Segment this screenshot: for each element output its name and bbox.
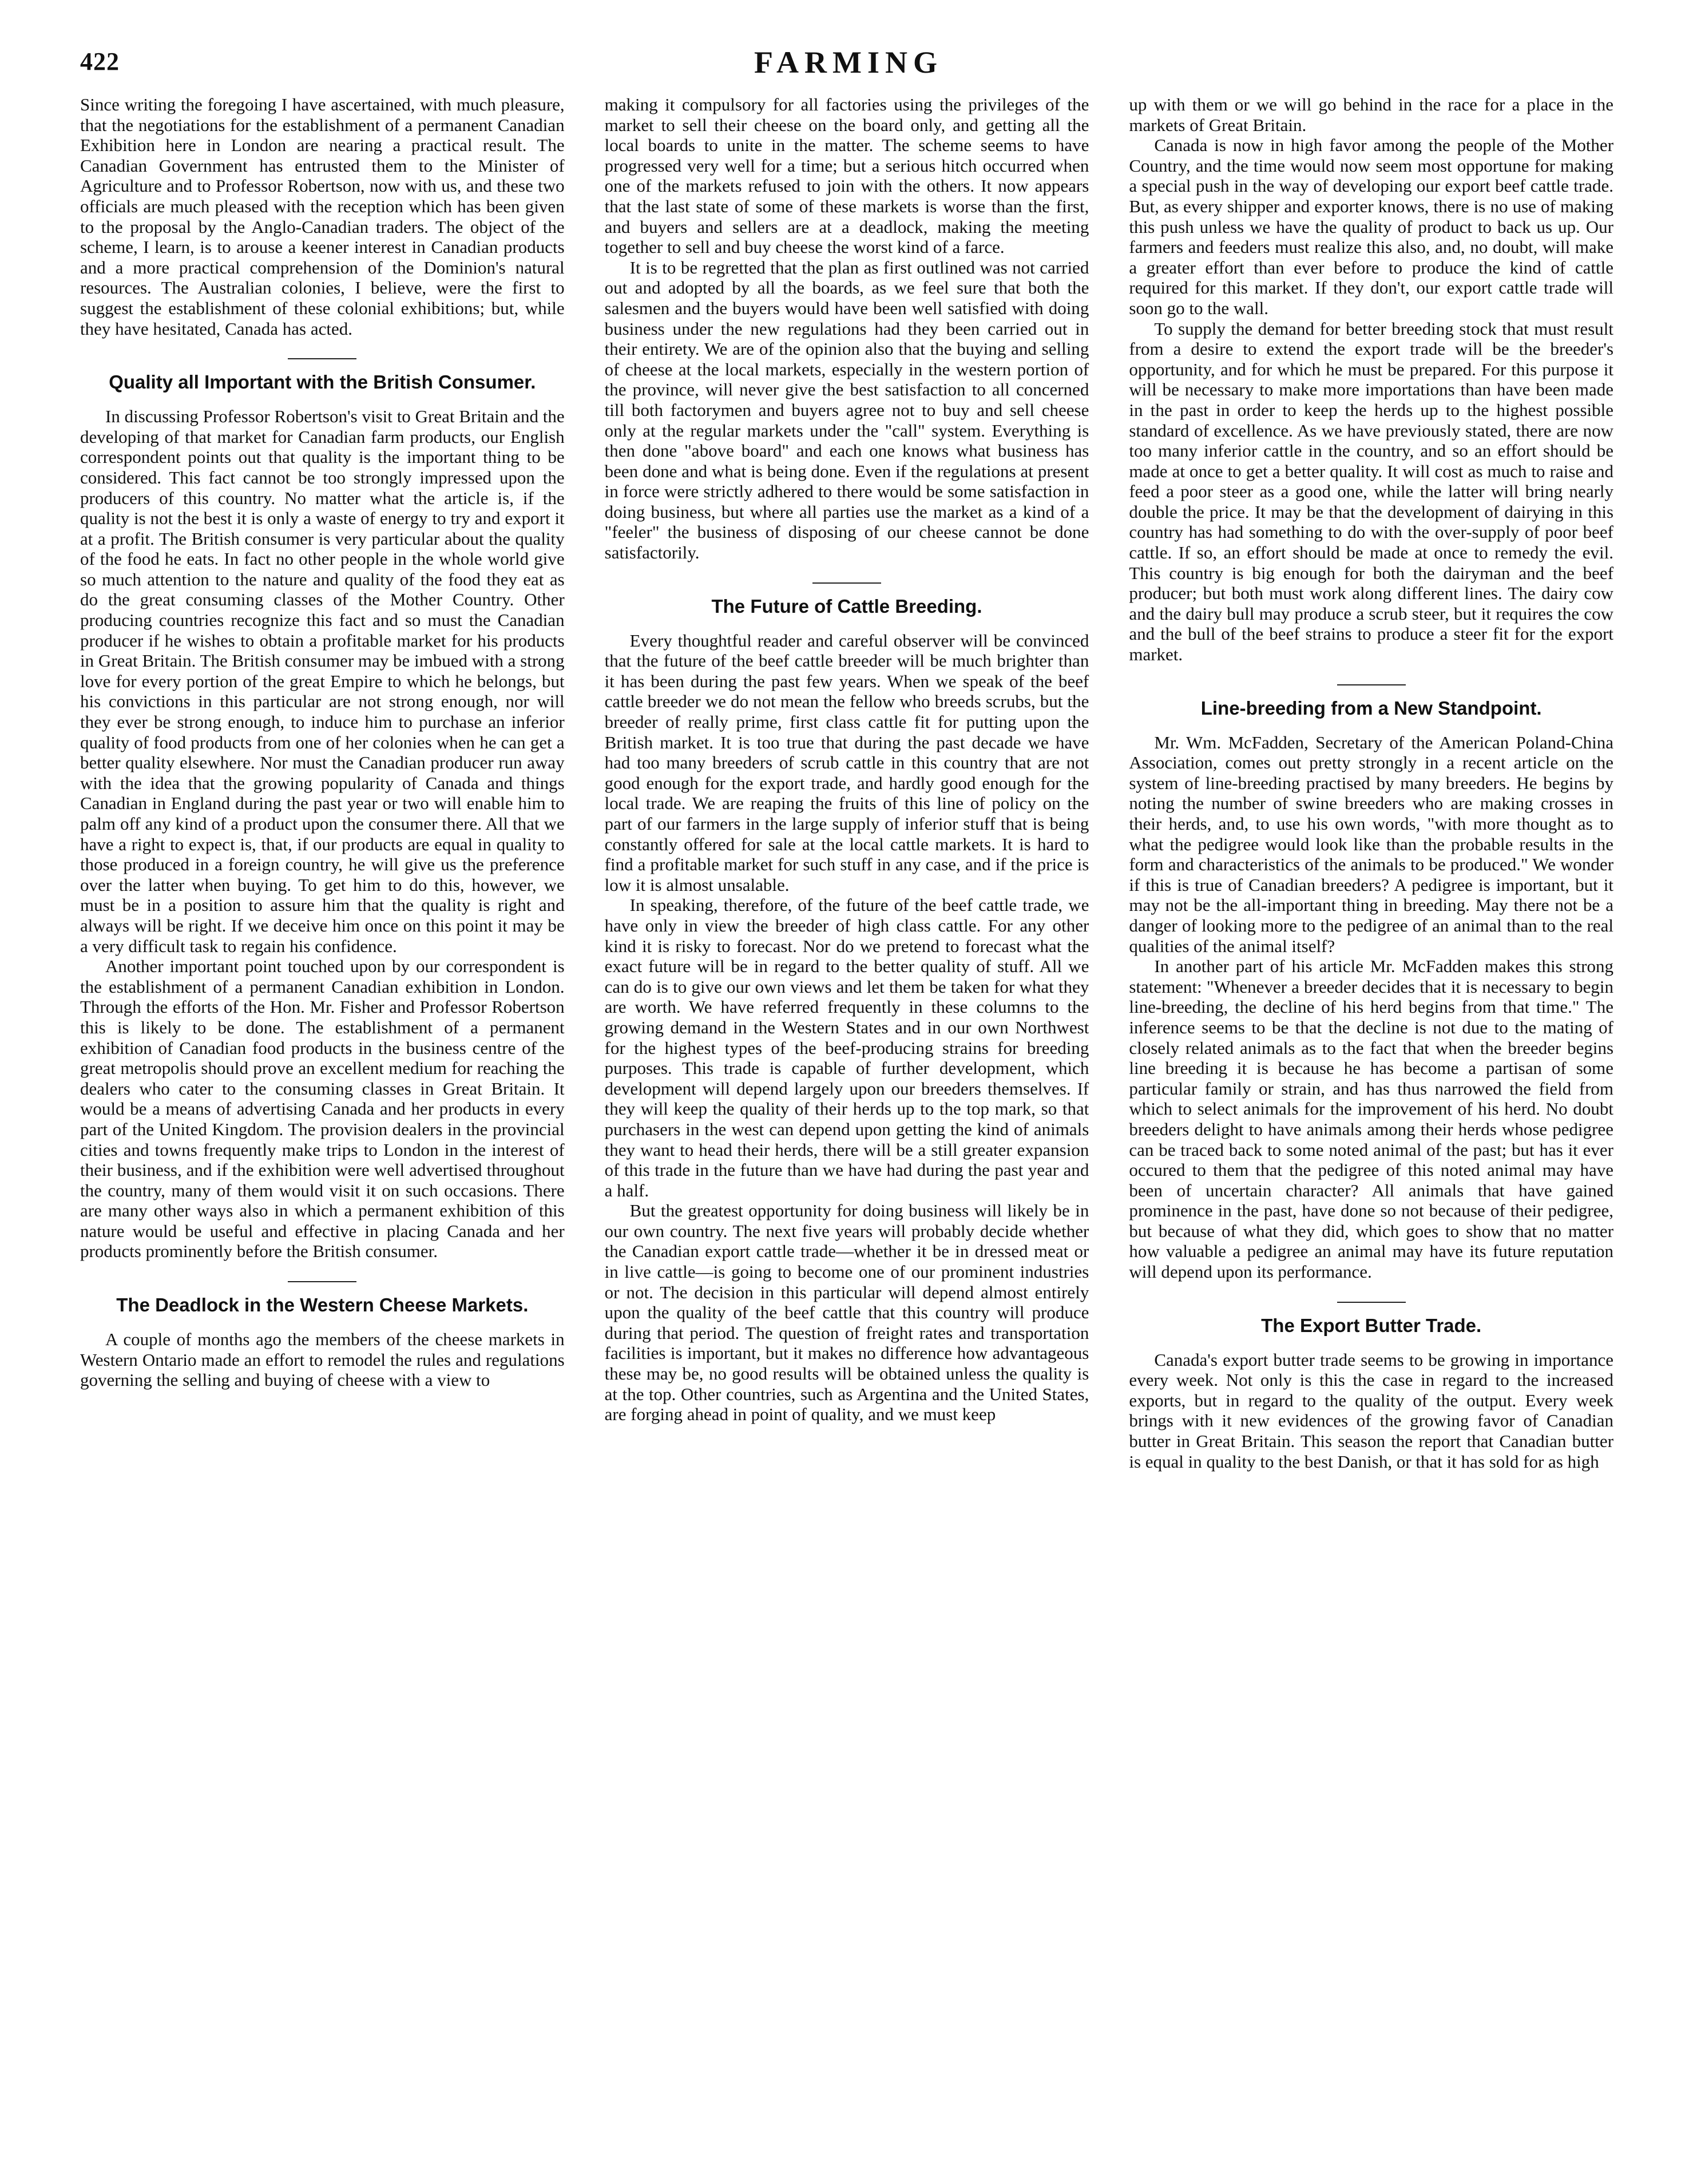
- body-paragraph: A couple of months ago the members of the cheese markets in Western Ontario made an effort to remodel the rules and regulations governing the selling and buying of cheese with a view to: [80, 1329, 565, 1390]
- article-headline: The Deadlock in the Western Cheese Markets.: [116, 1294, 529, 1316]
- section-divider: [812, 582, 881, 584]
- article-headline: Quality all Important with the British Consumer.: [109, 371, 536, 393]
- section-divider: [1337, 1302, 1406, 1303]
- body-paragraph: Mr. Wm. McFadden, Secretary of the American Poland-China Association, comes out pretty strongly in a recent article on the system of line-breeding practised by many breeders. He begins by noting the number of swine breeders who are making crosses in their herds, and, to use his own words, "with more thought as to what the pedigree would look like than the probable results in the form and characteristics of the animals to be produced." We wonder if this is true of Canadian breeders? A pedigree is important, but it may not be the all-important thing in breeding. May there not be a danger of looking more to the pedigree of an animal than to the real qualities of the animal itself?: [1129, 732, 1614, 956]
- column-middle: [605, 94, 1089, 2149]
- column-left: [80, 94, 565, 2149]
- body-paragraph: Every thoughtful reader and careful observer will be convinced that the future of the beef cattle breeder will be much brighter than it has been during the past few years. When we speak of the beef cattle breeder we do not mean the fellow who breeds scrubs, but the breeder of really prime, first class cattle fit for putting upon the British market. It is too true that during the past decade we have had too many breeders of scrub cattle in this country that are not good enough for the export trade, and hardly good enough for the local trade. We are reaping the fruits of this line of policy on the part of our farmers in the large supply of inferior stuff that is being constantly offered for sale at the local cattle markets. It is hard to find a profitable market for such stuff in any case, and if the price is low it is almost unsalable.: [604, 630, 1089, 895]
- body-paragraph: To supply the demand for better breeding stock that must result from a desire to extend the export trade will be the breeder's opportunity, and for which he must be prepared. For this purpose it will be necessary to make more importations than have been made in the past in order to keep the herds up to the highest possible standard of excellence. As we have previously stated, there are now too many inferior cattle in the country, and so an effort should be made at once to get a better quality. It will cost as much to raise and feed a poor steer as a good one, while the latter will bring nearly double the price. It may be that the development of dairying in this country has had something to do with the over-supply of poor beef cattle. If so, an effort should be made at once to remedy the evil. This country is big enough for both the dairyman and the beef producer; but both must work along different lines. The dairy cow and the dairy bull may produce a scrub steer, but it requires the cow and the bull of the beef strains to produce a steer fit for the export market.: [1129, 318, 1614, 665]
- article-headline: The Export Butter Trade.: [1261, 1314, 1482, 1336]
- body-paragraph: In discussing Professor Robertson's visit to Great Britain and the developing of that market for Canadian farm products, our English correspondent points out that quality is the important thing to be considered. This fact cannot be too strongly impressed upon the producers of this country. No matter what the article is, if the quality is not the best it is only a waste of energy to try and export it at a profit. The British consumer is very particular about the quality of the food he eats. In fact no other people in the whole world give so much attention to the nature and quality of the food they eat as do the great consuming classes of the Mother Country. Other producing countries recognize this fact and so must the Canadian producer if he wishes to obtain a profitable market for his products in Great Britain. The British consumer may be imbued with a strong love for every portion of the great Empire to which he belongs, but his convictions in this particular are not strong enough, nor will they ever be strong enough, to induce him to purchase an inferior quality of food products from one of her colonies when he can get a better quality elsewhere. Nor must the Canadian producer run away with the idea that the growing popularity of Canada and things Canadian in England during the past year or two will enable him to palm off any kind of a product upon the consumer there. All that we have a right to expect is, that, if our products are equal in quality to those produced in a foreign country, he will give us the preference over the latter when buying. To get him to do this, however, we must be in a position to assure him that the quality is right and always will be right. If we deceive him once on this point it may be a very difficult task to regain his confidence.: [80, 406, 565, 956]
- body-paragraph: In speaking, therefore, of the future of the beef cattle trade, we have only in view the breeder of high class cattle. For any other kind it is risky to forecast. Nor do we pretend to forecast what the exact future will be in regard to the better quality of stuff. All we can do is to give our own views and let them be taken for what they are worth. We have referred frequently in these columns to the growing demand in the Western States and in our own Northwest for the highest types of the beef-producing strains for breeding purposes. This trade is capable of further development, which development will depend largely upon our breeders themselves. If they will keep the quality of their herds up to the top mark, so that purchasers in the west can depend upon getting the kind of animals they want to head their herds, there will be a still greater expansion of this trade in the future than we have had during the past year and a half.: [604, 895, 1089, 1200]
- body-paragraph: In another part of his article Mr. McFadden makes this strong statement: "Whenever a breeder decides that it is necessary to begin line-breeding, the decline of his herd begins from that time." The inference seems to be that the decline is not due to the mating of closely related animals as to the fact that when the breeder begins line breeding it is because he has become a partisan of some particular family or strain, and has thus narrowed the field from which to select animals for the improvement of his herd. No doubt breeders delight to have animals among their herds whose pedigree can be traced back to some noted animal of the past; but has it ever occured to them that the pedigree of this noted animal may have been of uncertain character? All animals that have gained prominence in the past, have done so not because of their pedigree, but because of what they did, which goes to show that no matter how valuable a pedigree an animal may have its future reputation will depend upon its performance.: [1129, 956, 1614, 1282]
- body-paragraph: Canada is now in high favor among the people of the Mother Country, and the time would now seem most opportune for making a special push in the way of developing our export beef cattle trade. But, as every shipper and exporter knows, there is no use of making this push unless we have the quality of product to back us up. Our farmers and feeders must realize this also, and, no doubt, will make a greater effort than ever before to produce the kind of cattle required for this market. If they don't, our export cattle trade will soon go to the wall.: [1129, 135, 1614, 318]
- article-headline: The Future of Cattle Breeding.: [711, 595, 982, 617]
- section-divider: [288, 358, 356, 359]
- body-paragraph: Since writing the foregoing I have ascertained, with much pleasure, that the negotiations for the establishment of a permanent Canadian Exhibition here in London are nearing a practical result. The Canadian Government has entrusted them to the Minister of Agriculture and to Professor Robertson, now with us, and these two officials are much pleased with the reception which has been given to the proposal by the Anglo-Canadian traders. The object of the scheme, I learn, is to arouse a keener interest in Canadian products and a more practical comprehension of the Dominion's natural resources. The Australian colonies, I believe, were the first to suggest the establishment of these colonial exhibitions; but, while they have hesitated, Canada has acted.: [80, 94, 565, 339]
- body-paragraph: But the greatest opportunity for doing business will likely be in our own country. The next five years will probably decide whether the Canadian export cattle trade—whether it be in dressed meat or in live cattle—is going to become one of our prominent industries or not. The decision in this particular will depend almost entirely upon the quality of the beef cattle that this country will produce during that period. The question of freight rates and transportation facilities is important, but it makes no difference how advantageous these may be, no good results will be obtained unless the quality is at the top. Other countries, such as Argentina and the United States, are forging ahead in point of quality, and we must keep: [604, 1200, 1089, 1425]
- body-paragraph: Canada's export butter trade seems to be growing in importance every week. Not only is this the case in regard to the increased exports, but in regard to the quality of the output. Every week brings with it new evidences of the growing favor of Canadian butter in Great Britain. This season the report that Canadian butter is equal in quality to the best Danish, or that it has sold for as high: [1129, 1349, 1614, 1472]
- body-paragraph: Another important point touched upon by our correspondent is the establishment of a permanent Canadian exhibition in London. Through the efforts of the Hon. Mr. Fisher and Professor Robertson this is likely to be done. The establishment of a permanent exhibition of Canadian food products in the business centre of the great metropolis should prove an excellent medium for reaching the dealers who cater to the consuming classes in Great Britain. It would be a means of advertising Canada and her products in every part of the United Kingdom. The provision dealers in the provincial cities and towns frequently make trips to London in the interest of their business, and if the exhibition were well advertised throughout the country, many of them would visit it on such occasions. There are many other ways also in which a permanent exhibition of this nature would be useful and effective in placing Canada and her products prominently before the British consumer.: [80, 956, 565, 1262]
- text-columns: [80, 94, 1613, 2149]
- running-head: FARMING: [754, 45, 943, 80]
- column-right: [1129, 94, 1613, 2149]
- body-paragraph: making it compulsory for all factories using the privileges of the market to sell their cheese on the board only, and getting all the local boards to unite in the matter. The scheme seems to have progressed very well for a time; but a serious hitch occurred when one of the markets refused to join with the others. It now appears that the last state of some of these markets is worse than the first, and buyers and sellers are at a deadlock, making the meeting together to sell and buy cheese the worst kind of a farce.: [604, 94, 1089, 257]
- body-paragraph: up with them or we will go behind in the race for a place in the markets of Great Britain.: [1129, 94, 1614, 135]
- section-divider: [288, 1281, 356, 1282]
- page-number: 422: [80, 47, 120, 76]
- body-paragraph: It is to be regretted that the plan as first outlined was not carried out and adopted by all the boards, as we feel sure that both the salesmen and the buyers would have been well satisfied with doing business under the new regulations had they been carried out in their entirety. We are of the opinion also that the buying and selling of cheese at the local markets, especially in the western portion of the province, will never give the best satisfaction to all concerned till both factorymen and buyers agree not to buy and sell cheese only at the regular markets under the "call" system. Everything is then done "above board" and each one knows what business has been done and what is being done. Even if the regulations at present in force were strictly adhered to there would be some satisfaction in doing business, but where all parties use the market as a kind of a "feeler" the business of disposing of our cheese cannot be done satisfactorily.: [604, 257, 1089, 563]
- section-divider: [1337, 684, 1406, 685]
- article-headline: Line-breeding from a New Standpoint.: [1200, 697, 1542, 719]
